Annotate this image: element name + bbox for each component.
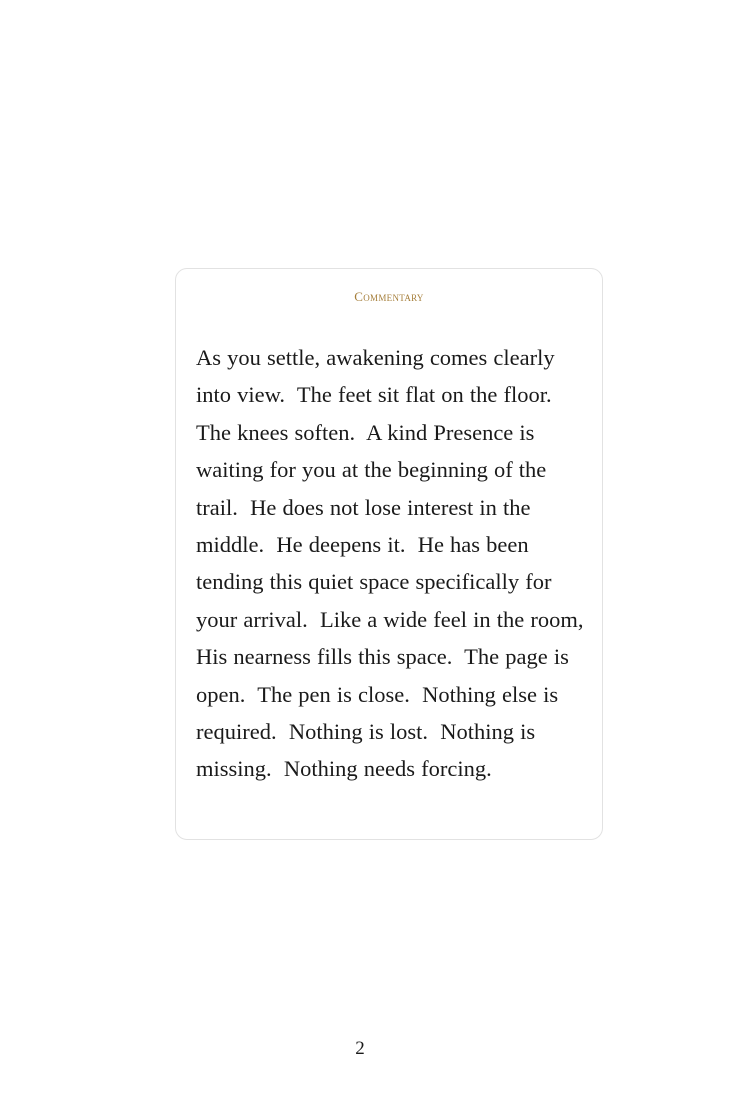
- page-number: 2: [355, 1038, 365, 1059]
- commentary-card: [175, 268, 603, 840]
- commentary-text: As you settle, awakening comes clearly into view. The feet sit flat on the floor. The knees soften. A kind Presence is waiting for you at the beginning of the trail. He does not lose interest in the middle. He deepens it. He has been tending this quiet space specifically for your arrival. Like a wide feel in the room, His nearness fills this space. The page is open. The pen is close. Nothing else is required. Nothing is lost. Nothing is missing. Nothing needs forcing.: [196, 345, 590, 782]
- commentary-label: Commentary: [354, 289, 424, 304]
